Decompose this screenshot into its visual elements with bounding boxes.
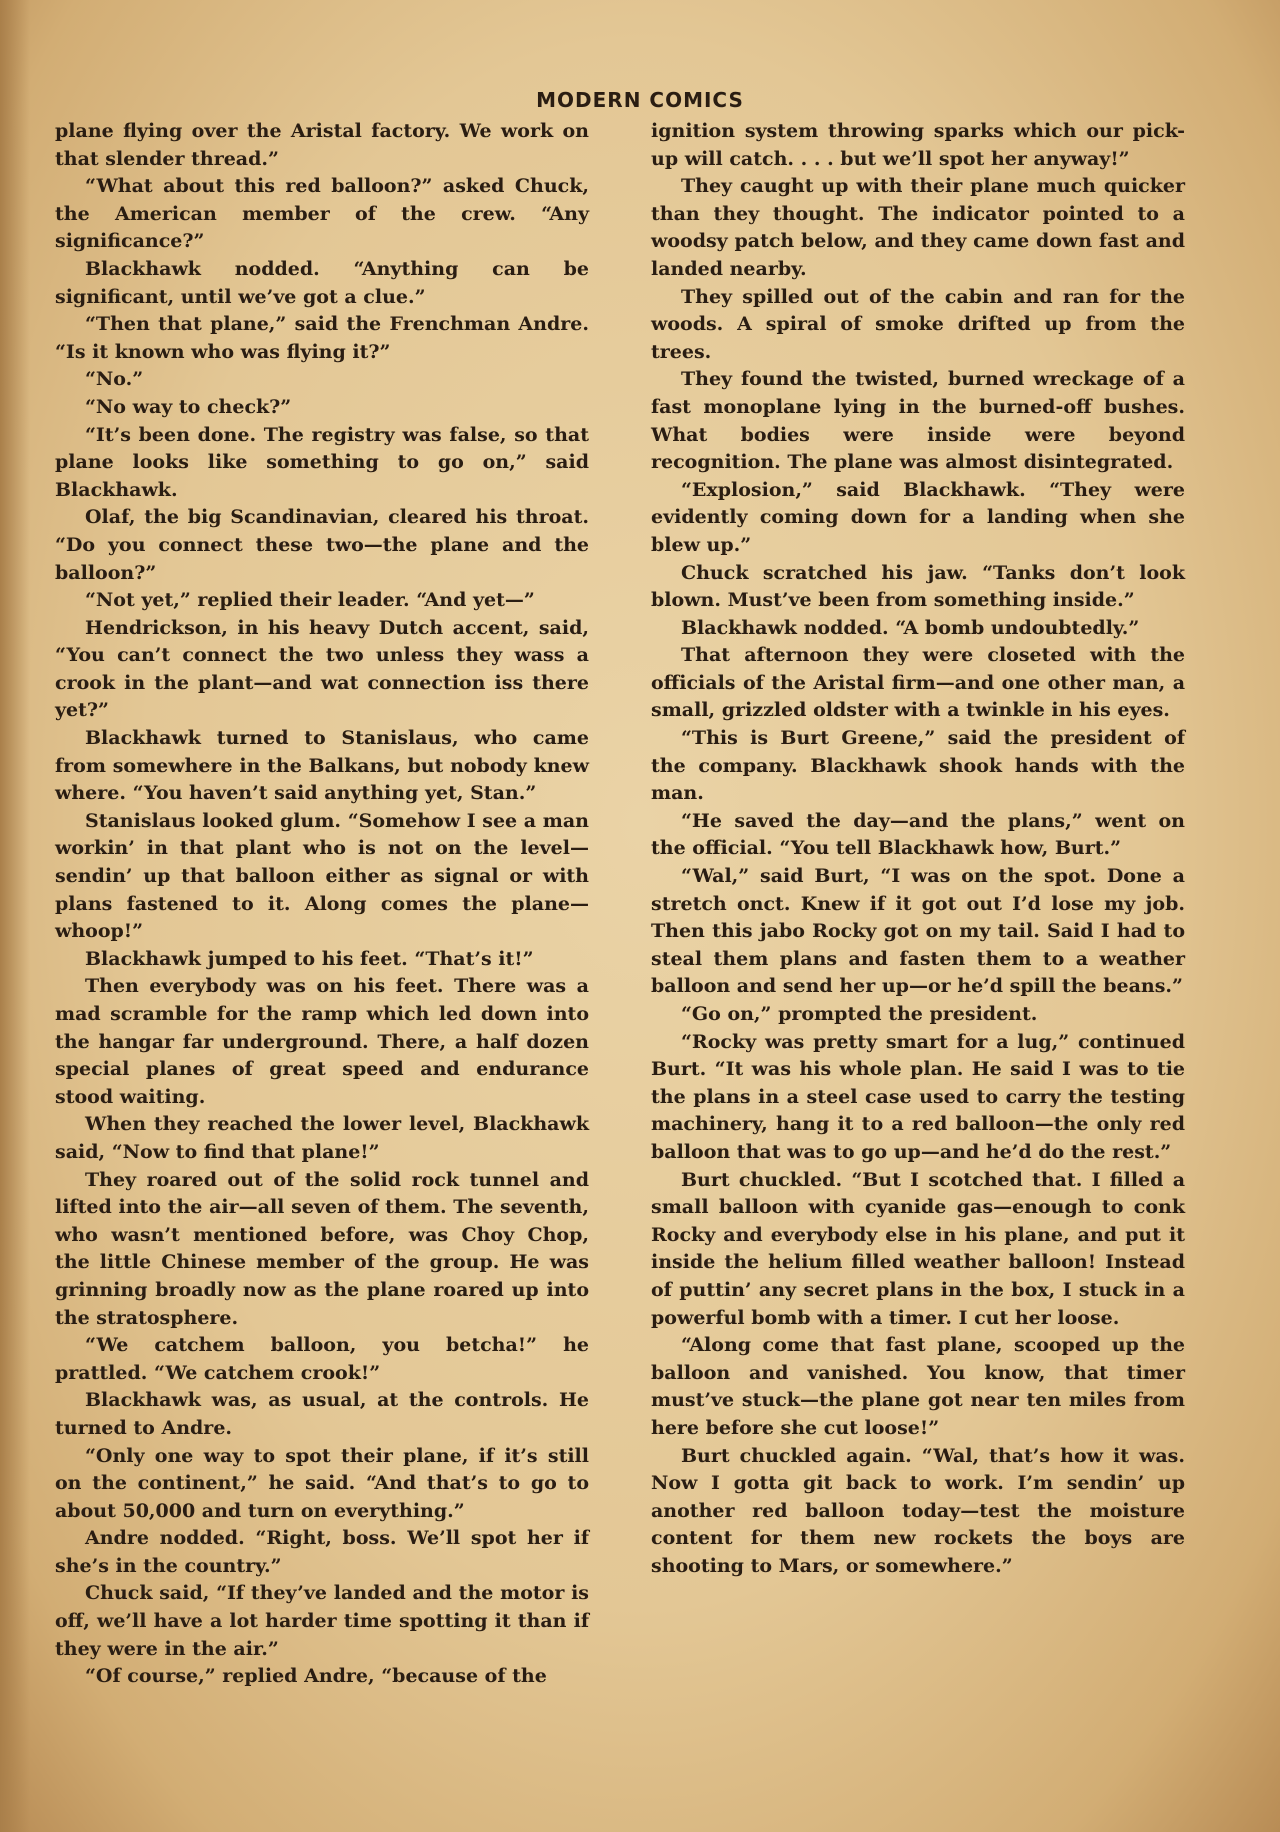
paragraph: “No.” — [85, 368, 144, 391]
paragraph: “He saved the day—and the plans,” went on the official. “You tell Blackhawk how, Burt.” — [651, 809, 1185, 860]
paragraph: Olaf, the big Scandinavian, cleared his throat. “Do you connect these two—the plane and the balloon?” — [55, 506, 589, 584]
page-edge-shadow — [0, 0, 30, 1832]
paragraph: Hendrickson, in his heavy Dutch accent, said, “You can’t connect the two unless they wass a crook in the plant—and wat connection iss there yet?” — [55, 616, 589, 722]
paragraph: When they reached the lower level, Blackhawk said, “Now to find that plane!” — [55, 1113, 589, 1163]
paragraph: Chuck scratched his jaw. “Tanks don’t look blown. Must’ve been from something inside.” — [651, 561, 1185, 612]
paragraph: They caught up with their plane much quicker than they thought. The indicator pointed to a woodsy patch below, and they came down fast and landed nearby. — [651, 175, 1185, 280]
paragraph: Andre nodded. “Right, boss. We’ll spot her if she’s in the country.” — [55, 1527, 589, 1577]
paragraph: “Of course,” replied Andre, “because of the — [85, 1665, 547, 1688]
paragraph: They spilled out of the cabin and ran for the woods. A spiral of smoke drifted up from the trees. — [651, 285, 1185, 363]
right-text-column — [651, 118, 1185, 1580]
paragraph: Chuck said, “If they’ve landed and the motor is off, we’ll have a lot harder time spotting it than if they were in the air.” — [55, 1582, 589, 1660]
paragraph: “No way to check?” — [85, 395, 292, 418]
paragraph: Stanislaus looked glum. “Somehow I see a man workin’ in that plant who is not on the level—sendin’ up that balloon either as signal or with plans fastened to it. Along comes the plane—whoop!” — [55, 809, 589, 943]
paragraph: “What about this red balloon?” asked Chuck, the American member of the crew. “Any significance?” — [55, 175, 589, 253]
paragraph: “This is Burt Greene,” said the president of the company. Blackhawk shook hands with the man. — [651, 727, 1185, 805]
paragraph: “Go on,” prompted the president. — [681, 1003, 1038, 1025]
paragraph: “We catchem balloon, you betcha!” he prattled. “We catchem crook!” — [55, 1334, 589, 1384]
paragraph: That afternoon they were closeted with the officials of the Aristal firm—and one other man, a small, grizzled oldster with a twinkle in his eyes. — [651, 644, 1185, 722]
paragraph: They roared out of the solid rock tunnel and lifted into the air—all seven of them. The seventh, who wasn’t mentioned before, was Choy Chop, the little Chinese member of the group. He was grinning broadly now as the plane roared up into the stratosphere. — [55, 1168, 589, 1329]
page-header-title: MODERN COMICS — [536, 88, 744, 112]
paragraph: Blackhawk jumped to his feet. “That’s it!” — [85, 947, 534, 970]
paragraph: Burt chuckled again. “Wal, that’s how it was. Now I gotta git back to work. I’m sendin’ up another red balloon today—test the moisture content for them new rockets the boys are shooting to Mars, or somewhere.” — [651, 1444, 1185, 1577]
paragraph: “Wal,” said Burt, “I was on the spot. Done a stretch onct. Knew if it got out I’d lose my job. Then this jabo Rocky got on my tail. Said I had to steal them plans and fasten them to a weather balloon and send her up—or he’d spill the beans.” — [651, 865, 1185, 998]
left-text-column — [55, 118, 589, 1691]
paragraph: “Rocky was pretty smart for a lug,” continued Burt. “It was his whole plan. He said I was to tie the plans in a steel case used to carry the testing machinery, hang it to a red balloon—the only red balloon that was to go up—and he’d do the rest.” — [651, 1030, 1185, 1163]
paragraph: “It’s been done. The registry was false, so that plane looks like something to go on,” said Blackhawk. — [55, 423, 589, 501]
paragraph: plane flying over the Aristal factory. We work on that slender thread.” — [55, 120, 589, 170]
paragraph: ignition system throwing sparks which our pick-up will catch. . . . but we’ll spot her anyway!” — [651, 120, 1185, 170]
paragraph: Then everybody was on his feet. There was a mad scramble for the ramp which led down into the hangar far underground. There, a half dozen special planes of great speed and endurance stood waiting. — [55, 975, 589, 1108]
paragraph: Blackhawk nodded. “A bomb undoubtedly.” — [681, 616, 1140, 639]
paragraph: Blackhawk was, as usual, at the controls. He turned to Andre. — [55, 1389, 589, 1439]
paragraph: “Only one way to spot their plane, if it’s still on the continent,” he said. “And that’s to go to about 50,000 and turn on everything.” — [55, 1444, 589, 1522]
paragraph: “Then that plane,” said the Frenchman Andre. “Is it known who was flying it?” — [55, 313, 589, 363]
paragraph: Burt chuckled. “But I scotched that. I filled a small balloon with cyanide gas—enough to conk Rocky and everybody else in his plane, and put it inside the helium filled weather balloon! Instead of puttin’ any secret plans in the box, I stuck in a powerful bomb with a timer. I cut her loose. — [651, 1168, 1185, 1329]
paragraph: Blackhawk turned to Stanislaus, who came from somewhere in the Balkans, but nobody knew where. “You haven’t said anything yet, Stan.” — [55, 727, 589, 805]
paragraph: They found the twisted, burned wreckage of a fast monoplane lying in the burned-off bushes. What bodies were inside were beyond recognition. The plane was almost disintegrated. — [651, 368, 1185, 474]
paragraph: “Not yet,” replied their leader. “And yet—” — [85, 589, 535, 612]
paragraph: “Explosion,” said Blackhawk. “They were evidently coming down for a landing when she blew up.” — [651, 478, 1185, 556]
paragraph: “Along come that fast plane, scooped up the balloon and vanished. You know, that timer must’ve stuck—the plane got near ten miles from here before she cut loose!” — [651, 1334, 1185, 1439]
paragraph: Blackhawk nodded. “Anything can be significant, until we’ve got a clue.” — [55, 257, 589, 308]
